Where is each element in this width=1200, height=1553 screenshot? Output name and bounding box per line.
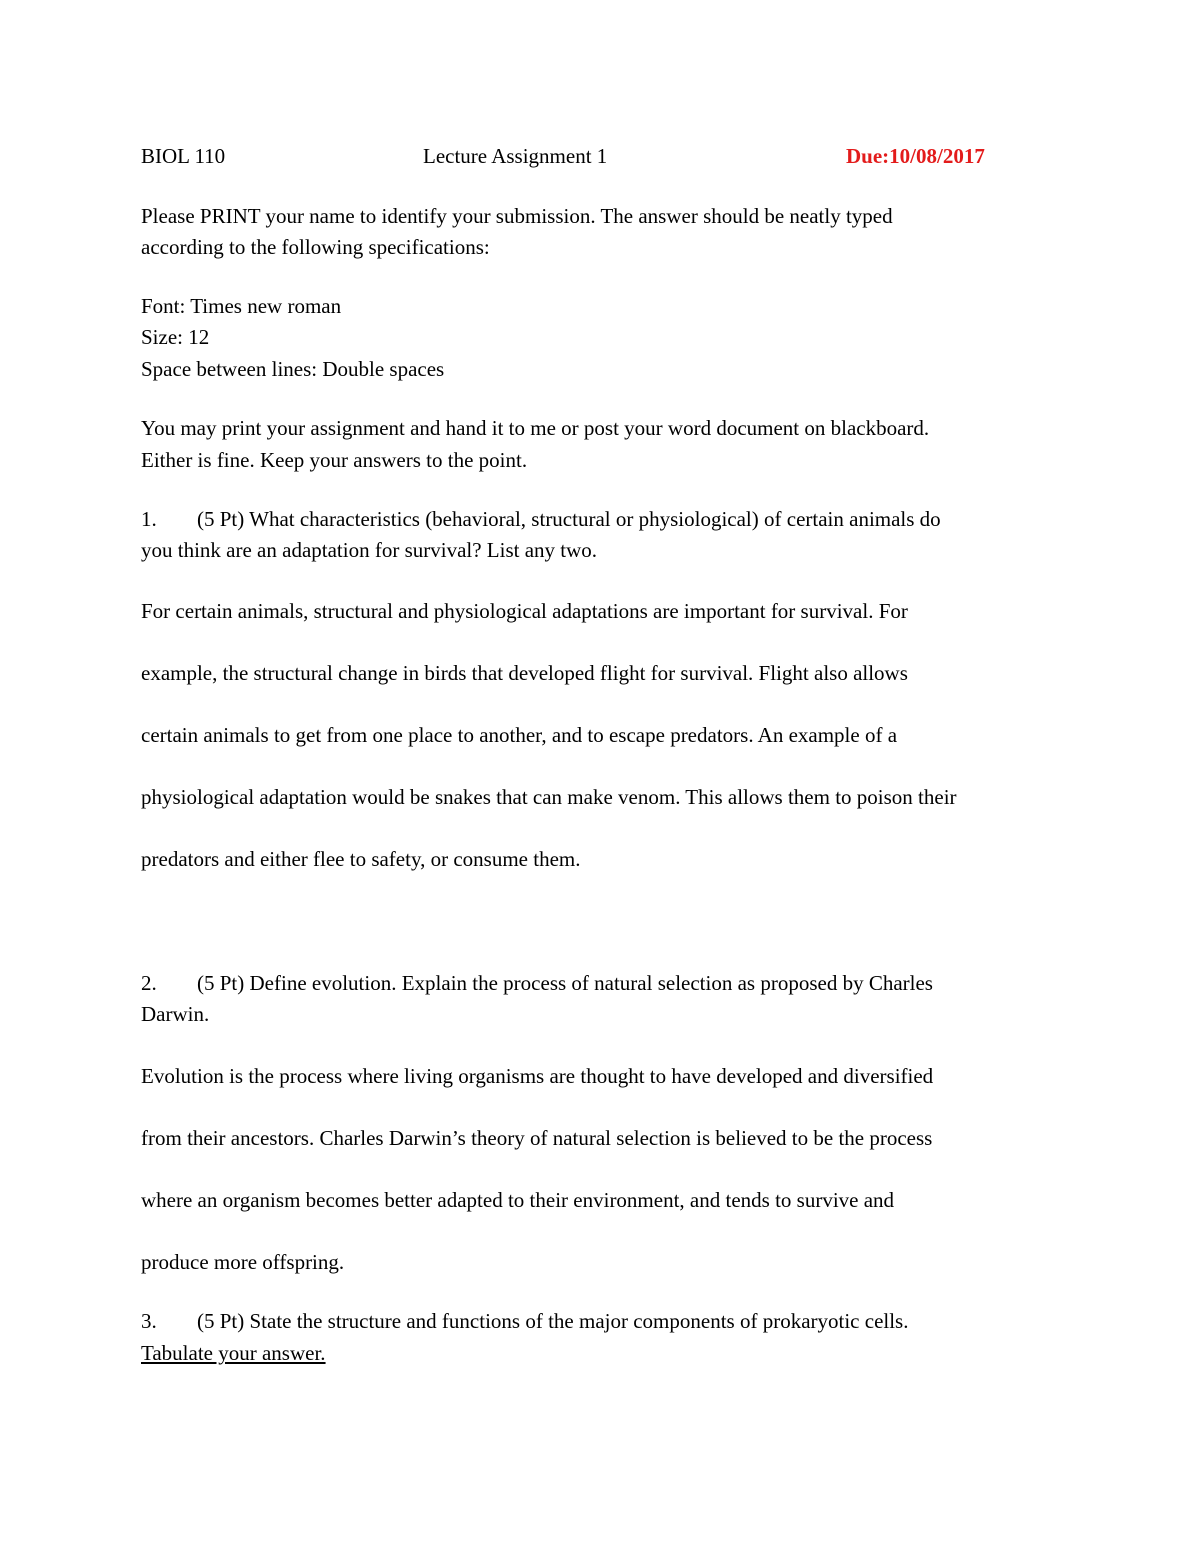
question-1-prompt-text: (5 Pt) What characteristics (behavioral, structural or physiological) of certain animals do — [197, 507, 941, 531]
answer-1-line-1: For certain animals, structural and physiological adaptations are important for survival. For — [141, 599, 908, 623]
question-2-prompt-text: (5 Pt) Define evolution. Explain the process of natural selection as proposed by Charles — [197, 971, 933, 995]
answer-1-line-5: predators and either flee to safety, or consume them. — [141, 847, 581, 871]
submission-line-1: You may print your assignment and hand it to me or post your word document on blackboard. — [141, 416, 930, 440]
submission-line-2: Either is fine. Keep your answers to the point. — [141, 448, 528, 472]
answer-2-line-2: from their ancestors. Charles Darwin’s theory of natural selection is believed to be the process — [141, 1126, 933, 1150]
assignment-title: Lecture Assignment 1 — [423, 144, 608, 168]
question-2-prompt — [141, 970, 933, 996]
spec-font: Font: Times new roman — [141, 294, 342, 318]
question-3-prompt-text: (5 Pt) State the structure and functions of the major components of prokaryotic cells. — [197, 1309, 909, 1333]
question-3-instruction: Tabulate your answer. — [141, 1341, 326, 1365]
instructions-line-1: Please PRINT your name to identify your submission. The answer should be neatly typed — [141, 204, 893, 228]
instructions-line-2: according to the following specifications: — [141, 235, 490, 259]
answer-2-line-3: where an organism becomes better adapted to their environment, and tends to survive and — [141, 1188, 895, 1212]
course-code: BIOL 110 — [141, 144, 226, 168]
spec-size: Size: 12 — [141, 325, 210, 349]
question-1-prompt — [141, 506, 941, 532]
question-number: 1. — [141, 507, 157, 531]
spec-spacing: Space between lines: Double spaces — [141, 357, 445, 381]
question-1-prompt-line-2: you think are an adaptation for survival? List any two. — [141, 538, 598, 562]
due-date: Due:10/08/2017 — [846, 144, 985, 168]
question-2-prompt-line-2: Darwin. — [141, 1002, 210, 1026]
question-3-prompt — [141, 1308, 908, 1334]
answer-1-line-4: physiological adaptation would be snakes that can make venom. This allows them to poison their — [141, 785, 957, 809]
question-number: 2. — [141, 971, 157, 995]
answer-1-line-2: example, the structural change in birds that developed flight for survival. Flight also allows — [141, 661, 908, 685]
question-number: 3. — [141, 1309, 157, 1333]
answer-1-line-3: certain animals to get from one place to another, and to escape predators. An example of a — [141, 723, 898, 747]
answer-2-line-4: produce more offspring. — [141, 1250, 345, 1274]
answer-2-line-1: Evolution is the process where living organisms are thought to have developed and diversified — [141, 1064, 934, 1088]
